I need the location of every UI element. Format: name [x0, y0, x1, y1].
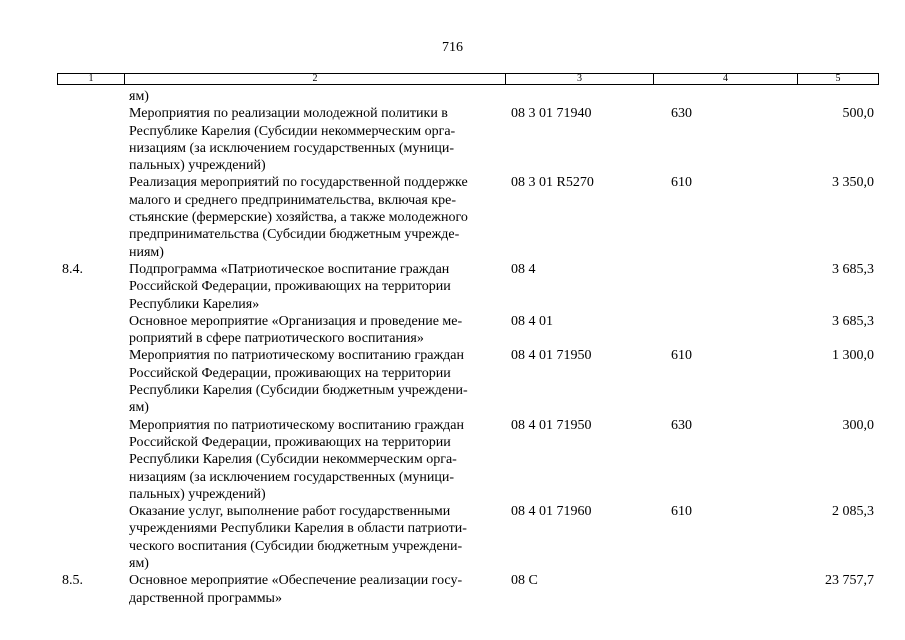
- row-description: [129, 174, 499, 260]
- row-code: 08 3 01 R5270: [511, 175, 594, 191]
- description-line: низациям (за исключением государственных (муници-: [129, 140, 454, 156]
- header-col-3: 3: [506, 74, 654, 84]
- description-line: Республики Карелия»: [129, 296, 260, 312]
- description-line: малого и среднего предпринимательства, включая кре-: [129, 192, 457, 208]
- row-amount: 2 085,3: [832, 504, 874, 520]
- row-code: 08 4: [511, 261, 536, 277]
- row-description: [129, 313, 499, 348]
- row-amount: 1 300,0: [832, 348, 874, 364]
- row-code: 08 4 01: [511, 313, 553, 329]
- row-amount: 500,0: [842, 106, 874, 122]
- row-description: [129, 347, 499, 416]
- table-row: [0, 313, 905, 348]
- row-code: 08 4 01 71960: [511, 504, 592, 520]
- row-type: 630: [671, 106, 692, 122]
- row-amount: 23 757,7: [825, 573, 874, 589]
- row-code: 08 4 01 71950: [511, 417, 592, 433]
- description-line: Основное мероприятие «Обеспечение реализации госу-: [129, 573, 463, 589]
- row-description: [129, 503, 499, 572]
- table-row: [0, 261, 905, 313]
- table-body: [0, 88, 905, 607]
- row-number: 8.4.: [62, 261, 83, 277]
- row-code: 08 4 01 71950: [511, 348, 592, 364]
- description-line: Мероприятия по патриотическому воспитанию граждан: [129, 417, 464, 433]
- row-amount: 3 350,0: [832, 175, 874, 191]
- table-row: [0, 88, 905, 105]
- description-line: Российской Федерации, проживающих на территории: [129, 279, 451, 295]
- description-line: Подпрограмма «Патриотическое воспитание граждан: [129, 261, 450, 277]
- row-type: 610: [671, 175, 692, 191]
- row-type: 610: [671, 504, 692, 520]
- description-line: низациям (за исключением государственных (муници-: [129, 469, 454, 485]
- header-col-4: 4: [654, 74, 798, 84]
- description-line: Реализация мероприятий по государственной поддержке: [129, 175, 468, 191]
- row-description: [129, 88, 499, 105]
- row-number: 8.5.: [62, 573, 83, 589]
- description-line: ческого воспитания (Субсидии бюджетным учреждени-: [129, 538, 463, 554]
- description-line: ям): [129, 556, 149, 572]
- description-line: предпринимательства (Субсидии бюджетным учрежде-: [129, 227, 460, 243]
- page-number: 716: [442, 40, 463, 55]
- description-line: Республики Карелия (Субсидии бюджетным учреждени-: [129, 383, 468, 399]
- description-line: Мероприятия по патриотическому воспитанию граждан: [129, 348, 464, 364]
- row-type: 630: [671, 417, 692, 433]
- row-description: [129, 572, 499, 607]
- row-description: [129, 105, 499, 174]
- description-line: пальных) учреждений): [129, 486, 266, 502]
- description-line: ям): [129, 400, 149, 416]
- table-row: [0, 417, 905, 503]
- header-col-2: 2: [125, 74, 506, 84]
- description-line: стьянские (фермерские) хозяйства, а также молодежного: [129, 210, 468, 226]
- row-amount: 3 685,3: [832, 261, 874, 277]
- header-col-1: 1: [58, 74, 125, 84]
- table-header: [57, 73, 879, 85]
- table-row: [0, 105, 905, 174]
- description-line: Республики Карелия (Субсидии некоммерческим орга-: [129, 452, 457, 468]
- description-line: Республике Карелия (Субсидии некоммерческим орга-: [129, 123, 456, 139]
- description-line: роприятий в сфере патриотического воспитания»: [129, 331, 424, 347]
- table-row: [0, 503, 905, 572]
- description-line: Российской Федерации, проживающих на территории: [129, 434, 451, 450]
- description-line: пальных) учреждений): [129, 158, 266, 174]
- row-amount: 3 685,3: [832, 313, 874, 329]
- row-type: 610: [671, 348, 692, 364]
- description-line: ям): [129, 89, 149, 104]
- row-description: [129, 261, 499, 313]
- description-line: Российской Федерации, проживающих на территории: [129, 365, 451, 381]
- table-row: [0, 572, 905, 607]
- row-code: 08 С: [511, 573, 538, 589]
- description-line: дарственной программы»: [129, 590, 282, 606]
- description-line: Мероприятия по реализации молодежной политики в: [129, 106, 448, 122]
- table-row: [0, 347, 905, 416]
- table-row: [0, 174, 905, 260]
- row-amount: 300,0: [842, 417, 874, 433]
- row-description: [129, 417, 499, 503]
- description-line: ниям): [129, 244, 164, 260]
- row-code: 08 3 01 71940: [511, 106, 592, 122]
- description-line: учреждениями Республики Карелия в области патриоти-: [129, 521, 467, 537]
- header-col-5: 5: [835, 73, 841, 84]
- description-line: Основное мероприятие «Организация и проведение ме-: [129, 313, 463, 329]
- description-line: Оказание услуг, выполнение работ государственными: [129, 504, 451, 520]
